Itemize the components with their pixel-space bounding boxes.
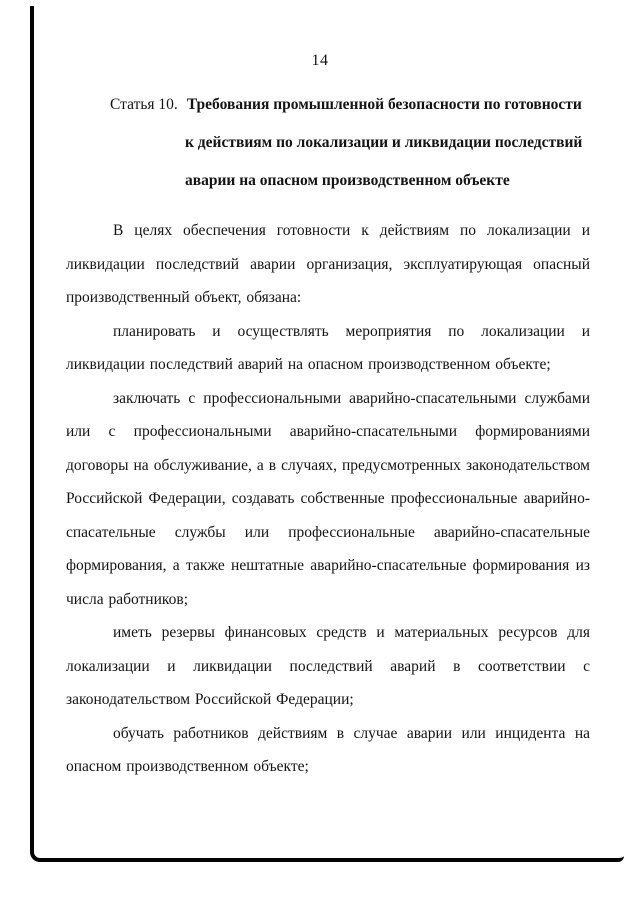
page-number: 14 [311, 52, 329, 69]
paragraph-plan-measures: планировать и осуществлять мероприятия по локализации и ликвидации последствий аварий на опасном производственном объекте; [66, 322, 590, 373]
paragraph-financial-reserves: иметь резервы финансовых средств и материальных ресурсов для локализации и ликвидации последствий аварий в соответствии с законодательством Российской Федерации; [66, 624, 590, 708]
article-title: Требования промышленной безопасности по готовности к действиям по локализации и ликвидации последствий аварии на опасном производственном объекте [185, 96, 583, 189]
page-content [66, 86, 590, 784]
paragraph-train-workers: обучать работников действиям в случае аварии или инцидента на опасном производственном объекте; [66, 724, 590, 775]
article-heading [66, 86, 590, 200]
paragraph-rescue-services: заключать с профессиональными аварийно-спасательными службами или с профессиональными аварийно-спасательными формированиями договоры на обслуживание, а в случаях, предусмотренных законодательством Российской Федерации, создавать собственные профессиональные аварийно-спасательные службы или профессиональные аварийно-спасательные формирования, а также нештатные аварийно-спасательные формирования из числа работников; [66, 389, 590, 608]
article-label: Статья 10. [110, 96, 178, 113]
paragraph-intro: В целях обеспечения готовности к действиям по локализации и ликвидации последствий аварии организация, эксплуатирующая опасный производственный объект, обязана: [66, 222, 590, 306]
